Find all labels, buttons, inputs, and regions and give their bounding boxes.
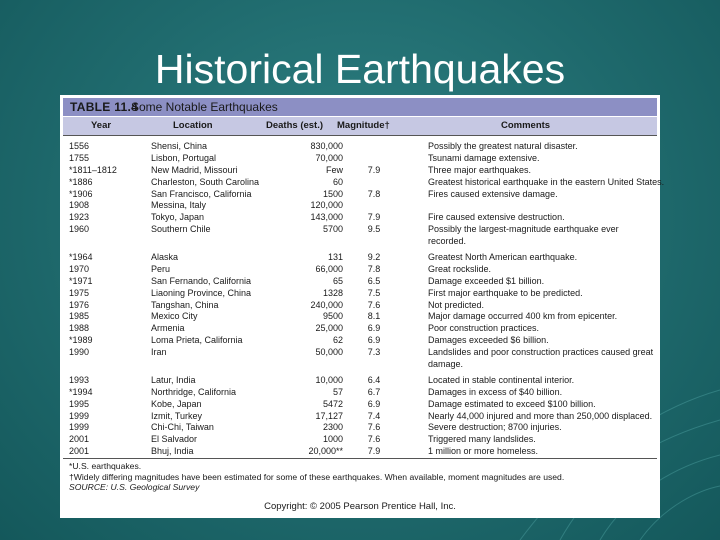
cell-location: New Madrid, Missouri: [151, 164, 238, 175]
footnote-us: *U.S. earthquakes.: [69, 461, 142, 471]
cell-deaths: 17,127: [315, 410, 343, 421]
table-row: [63, 434, 657, 446]
cell-comments: Located in stable continental interior.: [428, 374, 575, 385]
cell-deaths: 1328: [322, 287, 343, 298]
cell-year: 1985: [69, 311, 90, 322]
cell-location: Peru: [151, 263, 171, 274]
table-row: [63, 399, 657, 411]
table-header: [63, 117, 657, 136]
cell-year: 1970: [69, 263, 90, 274]
cell-magnitude: 9.5: [367, 224, 381, 235]
cell-location: Charleston, South Carolina: [151, 176, 260, 187]
cell-location: El Salvador: [151, 434, 198, 445]
cell-year: 1960: [69, 224, 90, 235]
cell-year: *1994: [69, 386, 93, 397]
header-location: Location: [173, 120, 213, 131]
cell-location: Lisbon, Portugal: [151, 152, 217, 163]
cell-location: Mexico City: [151, 311, 198, 322]
cell-deaths: 25,000: [315, 323, 343, 334]
table-title: Some Notable Earthquakes: [131, 100, 278, 114]
cell-year: *1886: [69, 176, 93, 187]
table-source: SOURCE: U.S. Geological Survey: [69, 482, 200, 492]
header-deaths: Deaths (est.): [266, 120, 324, 131]
table-row: [63, 311, 657, 323]
table-row: [63, 264, 657, 276]
cell-magnitude: 6.9: [367, 323, 381, 334]
copyright: Copyright: © 2005 Pearson Prentice Hall, Inc.: [264, 501, 456, 512]
cell-year: 1755: [69, 152, 90, 163]
cell-comments: First major earthquake to be predicted.: [428, 287, 583, 298]
cell-magnitude: 7.9: [367, 164, 381, 175]
cell-location: Southern Chile: [151, 224, 211, 235]
cell-comments: damage.: [428, 359, 464, 370]
cell-comments: Triggered many landslides.: [428, 434, 536, 445]
cell-deaths: 65: [332, 275, 343, 286]
cell-magnitude: 7.3: [367, 347, 381, 358]
cell-comments: Fires caused extensive damage.: [428, 188, 558, 199]
cell-year: 1908: [69, 200, 90, 211]
cell-location: Izmit, Turkey: [151, 410, 203, 421]
cell-location: Armenia: [151, 323, 185, 334]
table-row: [63, 153, 657, 165]
cell-location: Messina, Italy: [151, 200, 207, 211]
cell-deaths: 143,000: [310, 212, 343, 223]
cell-location: Loma Prieta, California: [151, 335, 243, 346]
slide-title: Historical Earthquakes: [154, 46, 566, 92]
cell-comments: 1 million or more homeless.: [428, 446, 539, 457]
table-row: [63, 387, 657, 399]
cell-magnitude: 7.4: [367, 410, 381, 421]
cell-location: Bhuj, India: [151, 446, 194, 457]
cell-deaths: 830,000: [310, 141, 343, 151]
cell-deaths: 1000: [322, 434, 343, 445]
table-row: [63, 375, 657, 387]
cell-deaths: 50,000: [315, 347, 343, 358]
cell-location: Latur, India: [151, 374, 196, 385]
table-row: [63, 252, 657, 264]
table-row: [63, 411, 657, 423]
cell-magnitude: 7.6: [367, 434, 381, 445]
table-row: [63, 141, 657, 153]
cell-magnitude: 8.1: [367, 311, 381, 322]
cell-comments: Not predicted.: [428, 299, 485, 310]
cell-year: 2001: [69, 434, 90, 445]
table-row: [63, 323, 657, 335]
cell-deaths: 5700: [322, 224, 343, 235]
cell-magnitude: 6.9: [367, 335, 381, 346]
cell-magnitude: 6.5: [367, 275, 381, 286]
cell-comments: Greatest North American earthquake.: [428, 252, 578, 263]
table-caption: [63, 98, 657, 116]
cell-magnitude: 6.9: [367, 398, 381, 409]
table-row: [63, 236, 657, 248]
cell-year: 1999: [69, 410, 90, 421]
table-row: [63, 165, 657, 177]
cell-deaths: 10,000: [315, 374, 343, 385]
cell-comments: Possibly the greatest natural disaster.: [428, 141, 578, 151]
cell-comments: Damages in excess of $40 billion.: [428, 386, 563, 397]
cell-deaths: 70,000: [315, 152, 343, 163]
table-row: [63, 347, 657, 359]
table-number: TABLE 11.4: [70, 100, 139, 114]
table-row: [63, 300, 657, 312]
cell-year: 1993: [69, 374, 90, 385]
cell-deaths: 60: [332, 176, 343, 187]
header-magnitude: Magnitude†: [337, 120, 390, 131]
cell-year: 1988: [69, 323, 90, 334]
cell-location: Iran: [151, 347, 167, 358]
cell-location: San Fernando, California: [151, 275, 252, 286]
cell-year: *1906: [69, 188, 93, 199]
table-row: [63, 288, 657, 300]
cell-magnitude: 7.6: [367, 299, 381, 310]
cell-magnitude: 7.9: [367, 446, 381, 457]
cell-location: Shensi, China: [151, 141, 208, 151]
cell-deaths: 120,000: [310, 200, 343, 211]
cell-comments: Three major earthquakes.: [428, 164, 532, 175]
cell-year: 1923: [69, 212, 90, 223]
cell-magnitude: 7.9: [367, 212, 381, 223]
cell-deaths: 66,000: [315, 263, 343, 274]
cell-deaths: 131: [327, 252, 343, 263]
cell-magnitude: 7.8: [367, 263, 381, 274]
cell-deaths: 5472: [322, 398, 343, 409]
cell-location: Kobe, Japan: [151, 398, 202, 409]
cell-deaths: Few: [325, 164, 343, 175]
cell-year: 1975: [69, 287, 90, 298]
table-row: [63, 200, 657, 212]
table-footer: [63, 458, 657, 493]
cell-deaths: 62: [332, 335, 343, 346]
cell-comments: Fire caused extensive destruction.: [428, 212, 565, 223]
cell-year: 1990: [69, 347, 90, 358]
cell-location: Tokyo, Japan: [151, 212, 205, 223]
cell-year: *1971: [69, 275, 93, 286]
cell-location: Liaoning Province, China: [151, 287, 252, 298]
cell-deaths: 57: [332, 386, 343, 397]
cell-deaths: 2300: [322, 422, 343, 433]
table-row: [63, 422, 657, 434]
cell-year: *1989: [69, 335, 93, 346]
table-row: [63, 335, 657, 347]
cell-comments: Damage estimated to exceed $100 billion.: [428, 398, 596, 409]
cell-year: 1556: [69, 141, 90, 151]
cell-comments: Damage exceeded $1 billion.: [428, 275, 545, 286]
cell-comments: Great rockslide.: [428, 263, 492, 274]
cell-magnitude: 9.2: [367, 252, 381, 263]
table-row: [63, 359, 657, 371]
cell-comments: Severe destruction; 8700 injuries.: [428, 422, 562, 433]
table-row: [63, 176, 665, 189]
cell-comments: Poor construction practices.: [428, 323, 540, 334]
cell-year: *1964: [69, 252, 93, 263]
table-body: [63, 141, 665, 458]
header-comments: Comments: [501, 120, 551, 131]
cell-location: San Francisco, California: [151, 188, 252, 199]
cell-location: Alaska: [151, 252, 179, 263]
cell-deaths: 9500: [322, 311, 343, 322]
cell-year: 1976: [69, 299, 90, 310]
cell-deaths: 240,000: [310, 299, 343, 310]
table-row: [63, 189, 657, 201]
cell-comments: Nearly 44,000 injured and more than 250,000 displaced.: [428, 410, 653, 421]
cell-magnitude: 6.4: [367, 374, 381, 385]
header-year: Year: [91, 120, 112, 131]
table-panel: [60, 95, 665, 518]
cell-location: Chi-Chi, Taiwan: [151, 422, 214, 433]
cell-location: Tangshan, China: [151, 299, 219, 310]
cell-year: *1811–1812: [69, 164, 117, 175]
cell-year: 2001: [69, 446, 90, 457]
cell-deaths: 1500: [322, 188, 343, 199]
cell-year: 1999: [69, 422, 90, 433]
cell-deaths: 20,000**: [308, 446, 343, 457]
table-row: [63, 212, 657, 224]
table-row: [63, 446, 657, 458]
cell-magnitude: 7.6: [367, 422, 381, 433]
cell-comments: Tsunami damage extensive.: [428, 152, 540, 163]
cell-comments: Greatest historical earthquake in the eastern United States.: [428, 176, 665, 187]
footnote-magnitude: †Widely differing magnitudes have been estimated for some of these earthquakes. When available, moment magnitudes are used.: [69, 471, 565, 482]
cell-magnitude: 6.7: [367, 386, 381, 397]
cell-magnitude: 7.8: [367, 188, 381, 199]
cell-comments: Landslides and poor construction practices caused great: [428, 347, 654, 358]
table-row: [63, 224, 657, 236]
table-row: [63, 276, 657, 288]
cell-comments: Major damage occurred 400 km from epicenter.: [428, 311, 618, 322]
cell-comments: Damages exceeded $6 billion.: [428, 335, 549, 346]
cell-magnitude: 7.5: [367, 287, 381, 298]
cell-location: Northridge, California: [151, 386, 237, 397]
cell-comments: recorded.: [428, 236, 467, 247]
cell-comments: Possibly the largest-magnitude earthquake ever: [428, 224, 619, 235]
cell-year: 1995: [69, 398, 90, 409]
